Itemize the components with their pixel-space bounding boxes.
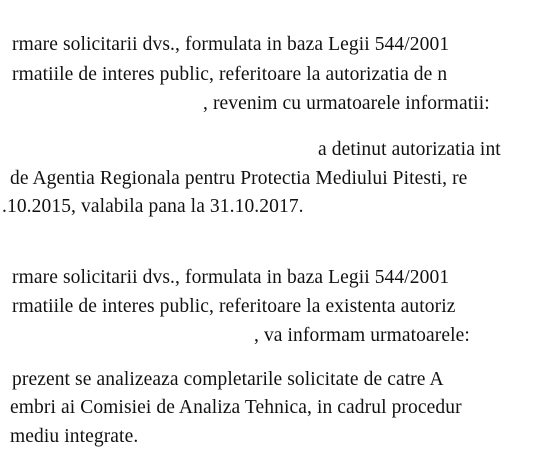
paragraph-3-line-1: rmare solicitarii dvs., formulata in baza Legii 544/2001 bbox=[12, 267, 450, 288]
paragraph-3-line-2: rmatiile de interes public, referitoare la existenta autoriz bbox=[12, 296, 456, 317]
paragraph-2-line-2: de Agentia Regionala pentru Protectia Mediului Pitesti, re bbox=[10, 168, 468, 189]
paragraph-4-line-1: prezent se analizeaza completarile solicitate de catre A bbox=[12, 369, 444, 390]
paragraph-2-line-3: .10.2015, valabila pana la 31.10.2017. bbox=[2, 196, 304, 217]
paragraph-1-line-2: rmatiile de interes public, referitoare la autorizatia de n bbox=[12, 64, 448, 85]
paragraph-4-line-3: mediu integrate. bbox=[10, 426, 139, 447]
paragraph-2-line-1: a detinut autorizatia int bbox=[318, 139, 501, 160]
paragraph-1-line-3: , revenim cu urmatoarele informatii: bbox=[203, 93, 490, 114]
paragraph-1-line-1: rmare solicitarii dvs., formulata in baza Legii 544/2001 bbox=[12, 34, 450, 55]
paragraph-3-line-3: , va informam urmatoarele: bbox=[254, 325, 470, 346]
paragraph-4-line-2: embri ai Comisiei de Analiza Tehnica, in cadrul procedur bbox=[10, 397, 462, 418]
